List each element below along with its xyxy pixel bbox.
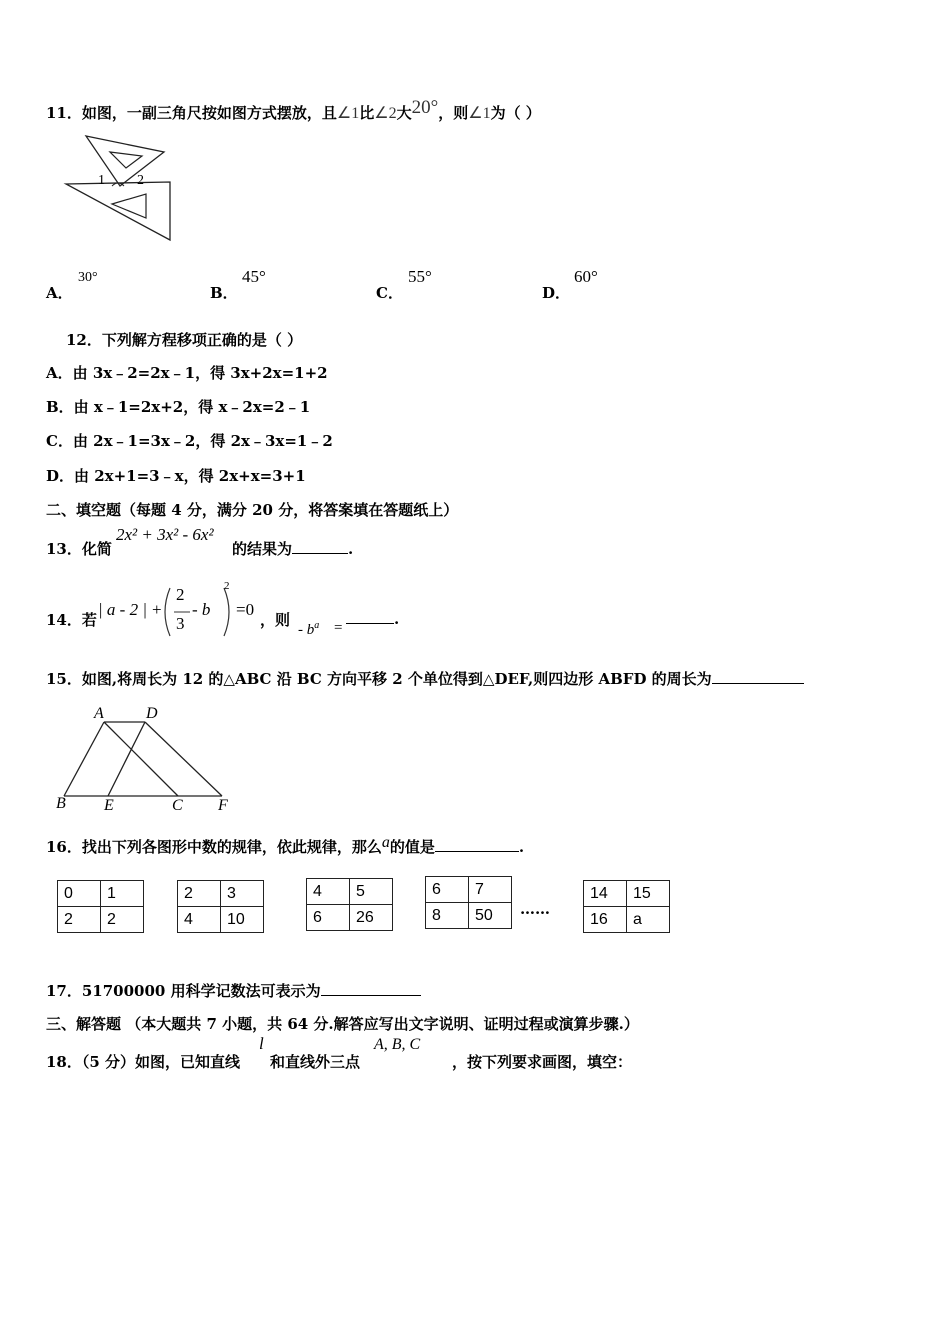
grid-cell: 14 [584, 881, 627, 907]
grid-cell: 50 [469, 903, 512, 929]
q13-expression: 2x² + 3x² - 6x² [116, 525, 214, 544]
q15-stem: 15．如图,将周长为 12 的△ABC 沿 BC 方向平移 2 个单位得到△DEF,则四边形 ABFD 的周长为 [46, 668, 804, 689]
q11-option-b[interactable]: B． [210, 284, 238, 302]
number-grid-3 [306, 878, 393, 931]
point-a-label: A [94, 705, 104, 722]
grid-cell: 16 [584, 907, 627, 933]
point-f-label: F [218, 797, 228, 814]
q14-abs-term: | a - 2 | [98, 600, 148, 619]
q17-answer-blank[interactable] [321, 981, 421, 996]
grid-cell: 5 [350, 879, 393, 905]
point-c-label: C [172, 797, 183, 814]
q14-eq: = [334, 620, 343, 636]
grid-ellipsis: …… [520, 900, 550, 918]
grid-cell: 6 [426, 877, 469, 903]
grid-cell: 8 [426, 903, 469, 929]
q14-exponent: 2 [224, 580, 230, 592]
q11-option-c[interactable]: C． [376, 284, 403, 302]
grid-cell: 15 [627, 881, 670, 907]
q14-equals-zero: =0 [236, 600, 255, 619]
q13-label: 13．化简 [46, 540, 112, 558]
number-grid-5 [583, 880, 670, 933]
grid-cell: 3 [221, 881, 264, 907]
q14-frac-numerator: 2 [176, 585, 185, 604]
grid-cell: 4 [178, 907, 221, 933]
q14-expr2: - $b^a$ [298, 620, 320, 638]
section-2-heading: 二、填空题（每题 4 分，满分 20 分，将答案填在答题纸上） [46, 501, 459, 519]
grid-cell: 2 [58, 907, 101, 933]
angle-1-label: 1 [98, 173, 105, 188]
q14-minus-b: - b [192, 600, 211, 619]
q11-option-c-value: 55° [408, 267, 432, 286]
q11-option-b-value: 45° [242, 267, 266, 286]
angle-2-label: 2 [137, 173, 144, 188]
q11-option-d-value: 60° [574, 267, 598, 286]
q11-stem: 11．如图，一副三角尺按如图方式摆放，且∠1比∠2大20°，则∠1为（ ） [46, 97, 541, 122]
q16-stem: 16．找出下列各图形中数的规律，依此规律，那么a的值是 . [46, 834, 525, 856]
number-grid-4 [425, 876, 512, 929]
q14-then: ，则 [260, 611, 291, 629]
q12-stem: 12．下列解方程移项正确的是（ ） [66, 331, 303, 349]
grid-cell: 4 [307, 879, 350, 905]
q11-option-d[interactable]: D． [542, 284, 571, 302]
point-d-label: D [146, 705, 158, 722]
point-b-label: B [56, 795, 66, 812]
q14-answer-blank[interactable] [346, 609, 394, 624]
q14-plus: + [152, 600, 162, 619]
q12-option-b[interactable]: B．由 x﹣1=2x+2，得 x﹣2x=2﹣1 [46, 398, 311, 416]
q14-label: 14．若 [46, 611, 97, 629]
translation-figure [50, 700, 250, 816]
grid-cell: 0 [58, 881, 101, 907]
grid-cell: 10 [221, 907, 264, 933]
q18-text-c: ，按下列要求画图，填空： [452, 1053, 633, 1071]
q13-tail: 的结果为 . [232, 540, 354, 558]
q12-option-c[interactable]: C．由 2x﹣1=3x﹣2，得 2x﹣3x=1﹣2 [46, 432, 333, 450]
q17-stem: 17．51700000 用科学记数法可表示为 [46, 980, 421, 1001]
q12-option-d[interactable]: D．由 2x+1=3﹣x，得 2x+x=3+1 [46, 467, 306, 485]
triangle-rulers-figure [62, 134, 192, 244]
number-grid-1 [57, 880, 144, 933]
q11-option-a[interactable]: A． [46, 284, 73, 302]
grid-cell: 26 [350, 905, 393, 931]
number-grid-2 [177, 880, 264, 933]
section-3-heading: 三、解答题 （本大题共 7 小题，共 64 分.解答应写出文字说明、证明过程或演算步骤.） [46, 1015, 639, 1033]
point-e-label: E [104, 797, 114, 814]
q18-text-a: 18．（5 分）如图，已知直线 [46, 1053, 241, 1071]
q18-text-b: 和直线外三点 [270, 1053, 361, 1071]
q15-answer-blank[interactable] [712, 669, 804, 684]
q16-answer-blank[interactable] [435, 837, 519, 852]
q14-answer: . [346, 609, 399, 628]
grid-cell: 1 [101, 881, 144, 907]
grid-cell: a [627, 907, 670, 933]
q13-answer-blank[interactable] [292, 539, 348, 554]
grid-cell: 2 [178, 881, 221, 907]
grid-cell: 7 [469, 877, 512, 903]
q12-option-a[interactable]: A．由 3x﹣2=2x﹣1，得 3x+2x=1+2 [46, 364, 328, 382]
q14-frac-denominator: 3 [176, 614, 185, 633]
grid-cell: 6 [307, 905, 350, 931]
q18-line-l: l [259, 1034, 264, 1053]
q11-option-a-value: 30° [78, 270, 98, 285]
grid-cell: 2 [101, 907, 144, 933]
q18-points: A, B, C [374, 1036, 421, 1053]
